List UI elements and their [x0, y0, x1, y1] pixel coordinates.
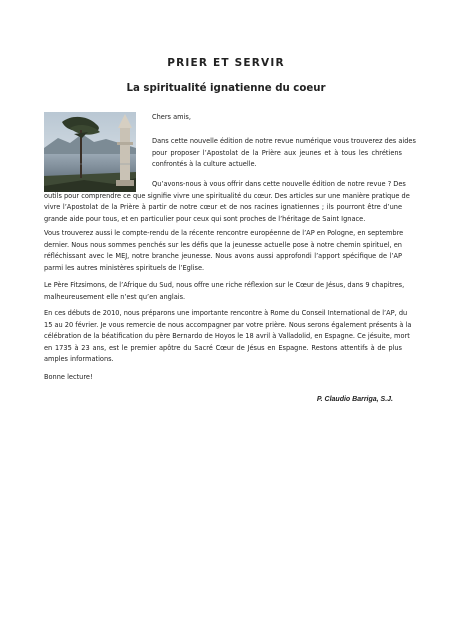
paragraph-line: Le Père Fitzsimons, de l’Afrique du Sud, nous offre une riche réflexion sur le Cœur de Jésus, dans 9 chapitres,: [44, 281, 405, 289]
paragraph-line: malheureusement elle n’est qu’en anglais.: [44, 292, 186, 301]
paragraph-line: Dans cette nouvelle édition de notre revue numérique vous trouverez des aides: [152, 137, 416, 145]
paragraph-line: Vous trouverez aussi le compte-rendu de la récente rencontre européenne de l’AP en Pologne, en septembre: [44, 229, 404, 237]
paragraph-line: en 1735 à 23 ans, est le premier apôtre du Sacré Cœur de Jésus en Espagne. Restons attentifs à de plus: [44, 343, 402, 352]
page-title: PRIER ET SERVIR: [167, 57, 285, 69]
paragraph-1: [152, 136, 416, 171]
paragraph-5: [44, 308, 412, 366]
paragraph-line: célébration de la béatification du père Bernardo de Hoyos le 18 avril à Valladolid, en Espagne. Ce jésuite, mort: [44, 332, 410, 341]
paragraph-4: [44, 280, 405, 303]
greeting: Chers amis,: [152, 113, 191, 121]
paragraph-line: parmi les autres ministères spirituels de l’Eglise.: [44, 263, 205, 272]
paragraph-line: Qu’avons-nous à vous offrir dans cette nouvelle édition de notre revue ? Des: [152, 180, 406, 188]
closing-line: Bonne lecture!: [44, 373, 93, 381]
paragraph-line: réfléchissant avec le MEJ, notre branche jeunesse. Nous avons aussi approfondi l’apport spécifique de l’AP: [44, 252, 402, 261]
paragraph-line: grande aide pour tous, et en particulier pour ceux qui sont proches de l’héritage de Saint Ignace.: [44, 214, 366, 223]
paragraph-2: [44, 179, 410, 225]
paragraph-3: [44, 228, 402, 274]
paragraph-line: En ces débuts de 2010, nous préparons une importante rencontre à Rome du Conseil International de l’AP, du: [44, 309, 408, 317]
paragraph-line: 15 au 20 février. Je vous remercie de nous accompagner par votre prière. Nous serons également présents à la: [44, 320, 412, 329]
signature: P. Claudio Barriga, S.J.: [316, 396, 393, 403]
page-subtitle: La spiritualité ignatienne du coeur: [126, 83, 326, 94]
paragraph-line: vivre l’Apostolat de la Prière à partir de notre cœur et de nos racines ignatiennes ; ils pourront être d’une: [44, 203, 402, 212]
paragraph-line: dernier. Nous nous sommes penchés sur les défis que la jeunesse actuelle pose à notre chemin spirituel, en: [44, 240, 402, 249]
paragraph-line: pour proposer l’Apostolat de la Prière aux jeunes et à tous les chrétiens: [152, 148, 402, 157]
paragraph-line: outils pour comprendre ce que signifie vivre une spiritualité du cœur. Des articles sur une manière pratique de: [44, 191, 410, 200]
paragraph-line: confrontés à la culture actuelle.: [152, 160, 257, 169]
paragraph-line: amples informations.: [44, 355, 114, 364]
